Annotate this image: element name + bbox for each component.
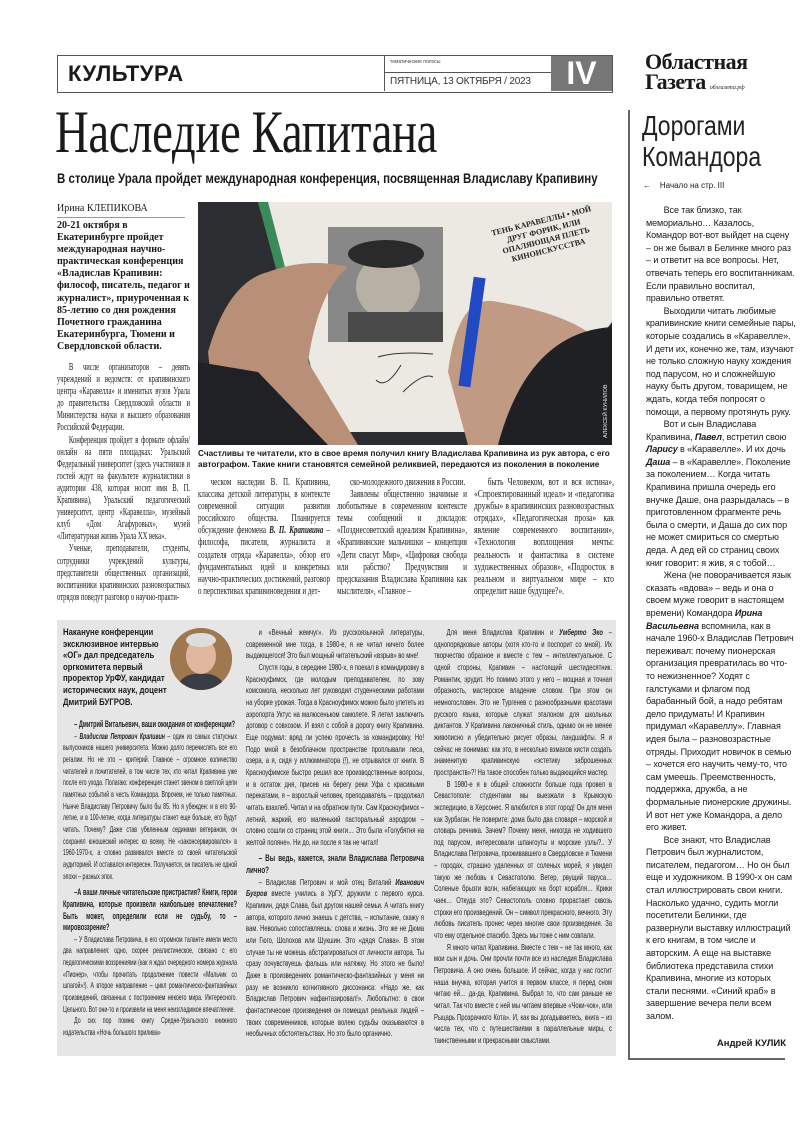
interview-question: – Дмитрий Витальевич, ваши ожидания от конференции? xyxy=(74,719,236,729)
article-column-1 xyxy=(198,477,330,598)
interview-intro: Накануне конференции эксклюзивное интервью «ОГ» дал председатель оргкомитета первый проректор УрФУ, кандидат исторических наук, доцент Дмитрий БУГРОВ. xyxy=(63,627,167,707)
emphasized-name: Умберто Эко xyxy=(559,627,603,637)
text-run: Жена (не поворачивается язык сказать «вдова» – ведь и она о своем муже говорит в настоящем времени) Командора xyxy=(646,570,791,618)
sidebar-bottom-rule xyxy=(628,1058,785,1060)
sidebar-signature: Андрей КУЛИК xyxy=(716,1038,786,1049)
sidebar-divider xyxy=(628,110,630,1060)
article-photo xyxy=(198,202,612,445)
text-run: – один из самых статусных выпускников нашего университета. Можно долго перечислять все его регалии. Но не это – критерий. Главное – огромное количество читателей и почитателей, в том числе тех, кто читал Крапивина уже после его ухода. Полагаю: конференция станет звеном в светлой цепи памятных событий в честь Командора. Впрочем, не только памятных. Нынче Владиславу Петровичу было бы 85. Но я убежден: и в его 90-летие, и в 100-летие, когда литературы станет еще больше, его будут читать. Почему? Даже став убеленным сединами ветераном, он сохранял юношеский интерес ко всему. Не «законсервировался» в 1960-1970-х, а словно развивался вместе со своей читательской аудиторией. И оставался интересен. Получается, он писатель не одной эпохи – разных эпох. xyxy=(63,730,237,881)
emphasized-name: Иванович Бугров xyxy=(246,876,424,899)
paragraph xyxy=(646,418,796,569)
header-meta xyxy=(384,56,551,91)
portrait-illustration xyxy=(170,628,232,690)
paragraph: Конференция пройдет в формате офлайн/онлайн на пяти площадках: Уральский Федеральный университет (здесь участников и гостей ждут на факультете журналистики в аудитории 438, которая носит имя В. П. Крапивина), Уральский педагогический университет, центр «Каравелла», музейный клуб «Дом Агафуровых», музей «Литературная жизнь Урала XX века». xyxy=(57,434,190,543)
interview-column-2 xyxy=(246,627,424,1040)
paragraph: До сих пор помню книгу Средне-Уральского книжного издательства «Ночь большого прилива» xyxy=(63,1015,237,1038)
logo-line2: Газета xyxy=(645,69,706,94)
section-header xyxy=(57,55,613,93)
paragraph: В числе организаторов – девять учреждений и ведомств: от крапивинского центра «Каравелла» и именитых вузов Урала до правительства Свердловской области и Министерства науки и высшего образования Российской Федерации. xyxy=(57,362,190,434)
emphasized-name: Ларису xyxy=(646,444,678,455)
article-column-left xyxy=(57,362,190,604)
paragraph: Ученые, преподаватели, студенты, сотрудники учреждений культуры, представители общественных организаций, воспитанники крапивинских разновозрастных отрядов поведут разговор о научно-практи- xyxy=(57,543,190,603)
text-run: – философа, писателя, журналиста и создателя отряда «Каравелла», обзор его фундаментальных идей и конкретных научно-практических достижений, разговор о перспективах крапивиноведения и дет- xyxy=(198,525,331,597)
paragraph: Я много читал Крапивина. Вместе с тем – не так много, как мои сын и дочь. Они прочли почти все из наследия Владислава Петровича. А оно очень большое. И сейчас, когда у нас гостит наша внучка, которая учится в первом классе, я перед сном читаю ей… да-да, Крапивина. Выбрал то, что сам раньше не читал. Так что вместе с ней мы читаем впервые «Чоки-чок», или Рыцарь Прозрачного Кота». И, как вы догадываетесь, книга – из числа тех, что с путешествиями в параллельные миры, с таинственными и прекрасными смыслами. xyxy=(434,941,612,1045)
headline: Наследие Капитана xyxy=(55,99,438,165)
text-run: – в «Каравелле». Поколение за поколением… Когда читать Крапивина пришла очередь его внучке Даше, она разрыдалась – в приготовленном фрагменте речь была о смерти, и Даша до сих пор не может смириться со смертью деда. А дед ей со страниц своих книг говорит: я жив, я с тобой… xyxy=(646,456,791,568)
arrow-left-icon: ← xyxy=(643,181,651,190)
sidebar-body xyxy=(646,204,796,1023)
paragraph: ско-молодежного движения в России. xyxy=(349,477,466,488)
interview-column-3 xyxy=(434,627,612,1047)
text-run: Вот и сын Владислава Крапивина, xyxy=(646,419,757,442)
emphasized-name: В. П. Крапивина xyxy=(269,525,324,537)
text-run: – однопорядковые авторы (хотя кто-то и поспорит со мной). Их творчество образное и вместе с тем – интеллектуальное. С одной стороны, Крапивин – настоящий шестидесятник. Романтик, эрудит. Но помимо этого у него – мощная и точная образность, мастерское владение словом. При этом он немногословен. Это не Тургенев с разнообразными красотами русского языка, которые служат эталоном для школьных диктантов. У Крапивина лаконичный стиль, однако он не менее живописно и убедительно рисует образы, ландшафты. Я и сейчас не понимаю: как это, в несколько взмахов кисти создать знаменитую крапивинскую «эстетику заброшенных пространств»?! На такое способен только выдающийся мастер. xyxy=(434,627,612,777)
interview-column-1 xyxy=(63,714,237,1039)
text-run: – xyxy=(74,730,80,741)
text-run: – Владислав Петрович и мой отец Виталий xyxy=(258,876,396,887)
paragraph xyxy=(63,731,237,883)
sidebar-title-line1: Дорогами xyxy=(642,110,746,141)
logo-domain: облгазета.рф xyxy=(709,85,745,91)
section-rubric: КУЛЬТУРА xyxy=(68,61,184,86)
sidebar-title-line2: Командора xyxy=(642,141,762,172)
book-title-text: ТЕНЬ КАРАВЕЛЛЫ • МОЙ ДРУГ ФОРИК, ИЛИ ОПАЛЯЮЩАЯ ПЛЕТЬ КИНОИСКУССТВА xyxy=(490,204,593,264)
byline: Ирина КЛЕПИКОВА xyxy=(57,203,185,218)
paragraph: – У Владислава Петровича, в его огромном таланте имели место два направления: одно, скорее реалистическое, связано с его педагогическими воззрениями (как я ждал очередного номера журнала «Пионер», чтобы прочитать продолжение повести «Мальчик со шпагой»!). А второе направление – цикл романтическо-фантазийных произведений, связанных с построением некоего мира. Интересного. Цельного. Вот они-то и произвели на меня неизгладимое впечатление. xyxy=(63,933,237,1014)
article-lead: 20-21 октября в Екатеринбурге пройдет международная научно-практическая конференция «Владислав Крапивин: философ, писатель, педагог и журналист», приуроченная к 85-летию со дня рождения Почетного гражданина Екатеринбурга, Тюмени и Свердловской области. xyxy=(57,220,190,352)
section-label: тематические полосы xyxy=(385,56,551,73)
photo-credit: АЛЕКСЕЙ КУНИЛОВ xyxy=(603,384,609,438)
text-run: вспомнила, как в начале 1960-х Владислав Петрович переживал: почему пионерская организация превратилась во что-то нежизненное? Ходят с галстуками и флагом под барабанный бой, а надо ребятам дело придумать! И Крапивин придумал «Каравеллу». Главная идея была – разновозрастные отряды. Приходит новичок в семью – хочется его научить чему-то, что сам умеешь. Преемственность, поддержка, дружба, а не формальные пионерские дружины. И вот нет уже Командора, а дело его живет. xyxy=(646,620,794,833)
paragraph xyxy=(246,877,424,1040)
emphasized-name: Даша xyxy=(646,456,671,467)
text-run: ческом наследии В. П. Крапивина, классика детской литературы, в контексте современной ситуации развития российского общества. Планируется обсуждение феномена xyxy=(198,477,330,537)
emphasized-name: Павел xyxy=(694,431,722,442)
paragraph: Все знают, что Владислав Петрович был журналистом, писателем, педагогом… Но он был еще и художником. В 1990-х он сам стал иллюстрировать свои книги. Насколько удачно, судить могли посетители Белинки, где развернули выставку иллюстраций к его книгам, в том числе и авторским. А еще на выставке библиотека представила стихи Крапивина, многие из которых стали песнями. «Синий краб» в завершение вечера пели всем залом. xyxy=(646,834,792,1021)
text-run: , встретил свою xyxy=(721,431,787,442)
paragraph: В 1980-е я в общей сложности больше года провел в Севастополе: студентами мы выезжали в Крымскую экспедицию, в Херсонес. Я влюбился в этот город! Он для меня как Зурбаган. Не поверите: дома было два словаря – морской и словарь речника. Зачем? Почему меня, никогда не ходившего под парусом, интересовали шпангоуты и морские узлы?.. У Владислава Петровича, проживавшего в Свердловске и Тюмени – городах, страшно удаленных от соленых морей, я увидел такую же любовь к Севастополю. Ветер, рвущий паруса… Соленые брызги волн, набегающих на борт корабля… Крики чаек… Откуда это? Севастополь словно прорастает сквозь строки его произведений. Он – символ прекрасного, вечного. Эту любовь писатель пронес через многие свои произведения. За что ему отдельное спасибо. Здесь мы тоже с ним совпали. xyxy=(434,778,612,941)
paragraph xyxy=(434,627,612,779)
emphasized-name: Ирина Васильевна xyxy=(646,608,763,631)
text-run: Для меня Владислав Крапивин и xyxy=(446,627,560,637)
paragraph xyxy=(198,477,330,598)
subheadline: В столице Урала пройдет международная конференция, посвященная Владиславу Крапивину xyxy=(57,170,598,186)
article-column-2 xyxy=(337,477,467,598)
paragraph: Выходили читать любимые крапивинские книги семейные пары, которые создались в «Каравелле». И дети их, конечно же, там, изучают не только сложную науку хождения под парусом, но и сложнейшую науку быть другом, товарищем, не ждать, когда тебя попросят о помощи, а первому протянуть руку. xyxy=(646,305,796,417)
paragraph xyxy=(646,569,796,833)
page-number: IV xyxy=(551,56,612,91)
paragraph: Заявлены общественно значимые и любопытные в современном контексте темы сообщений и докладов: «Позднесоветский идеализм Крапивина», «Крапивинские мальчишки – концепция «Дети спасут Мир», «Цифровая свобода или рабство? Предчувствия и предсказания Владислава Крапивина как мыслителя», «Главное – xyxy=(337,489,467,597)
text-run: в «Каравелле». И их дочь xyxy=(677,444,786,455)
paragraph: Спустя годы, в середине 1980-х, я поехал в командировку в Красноуфимск, где молодым преподавателем, по зову комсомола, несколько лет руководил студенческими работами на уборке урожая. Тогда в Красноуфимск можно было улететь из аэропорта Уктус на малюсеньком самолете. Я летел заключить договор с совхозом. И взял с собой в дорогу книгу Крапивина. Еще подумал: вряд ли успею прочесть за командировку. Но! Подо мной в безоблачном пространстве проплывали леса, озера, а я, сидя у иллюминатора (!), не отрывался от книги. В Красноуфимске быстро решил все производственные вопросы, и в остаток дня, присев на берегу реки Уфа с красивыми перекатами, я – взрослый человек, преподаватель – продолжал читать взахлеб. Читал и на обратном пути. Сам Красноуфимск – летний, жаркий, его маленький пасторальный аэродром – словно сошли со страниц этой книги… Это была «Голубятня на желтой поляне». Ни до, ни после я так не читал! xyxy=(246,661,424,847)
article-column-3 xyxy=(474,477,614,598)
interview-question: – Вы ведь, кажется, знали Владислава Петровича лично? xyxy=(246,853,424,876)
avatar xyxy=(170,628,232,690)
emphasized-name: Владислав Петрович Крапивин xyxy=(79,730,165,741)
sidebar-title xyxy=(642,110,761,172)
text-run: вместе учились в УрГУ, дружили с первого курса. Крапивин, дядя Слава, был другом нашей семьи. А читать книгу автора, которого лично знаешь с детства, – испытание, скажу я вам. Невольно сопоставляешь: слова и жизнь. Это же не Дюма или Гюго, Шолохов или Шукшин. Это «дядя Слава». В этом случае ты не можешь абстрагироваться от личности автора. Ты сразу почувствуешь фальшь или натяжку. Но этого не было! Даже в произведениях романтическо-фантазийных у меня ни разу не возникло когнитивного диссонанса: «Надо же, как Владислав Петрович нафантазировал!». Любопытно: в свои фантастические произведения он помещал реальных людей – твоих современников, которые волею судьбы оказываются в необычных обстоятельствах. Но это было органично. xyxy=(246,888,424,1039)
continued-from xyxy=(643,181,724,190)
photo-caption: Счастливы те читатели, кто в свое время получил книгу Владислава Крапивина из рук автора, с его автографом. Такие книги становятся семейной реликвией, передаются из поколения в поколение xyxy=(198,448,610,469)
paragraph: и «Вечный жемчуг». Из русскоязычной литературы, современной мне тогда, в 1980-е, я не читал ничего более выдающегося! Это был мощный читательский «взрыв» во мне! xyxy=(246,627,424,661)
interview-question: –А ваши личные читательские пристрастия? Книги, герои Крапивина, которые произвели наибольшее впечатление? Быть может, определили если не судьбу, то – мировоззрение? xyxy=(63,887,237,933)
paragraph: Все так близко, так мемориально… Казалось, Командор вот-вот выйдет на сцену – он же бывал в Белинке много раз – и ответит на все вопросы. Нет, отвечать теперь его воспитанникам. Если правильно воспитал, правильно ответят. xyxy=(646,205,795,304)
logo-line1: Областная xyxy=(645,49,748,74)
newspaper-logo xyxy=(645,49,748,94)
paragraph: быть Человеком, вот и вся истина», «Спроектированный идеал» и «педагогика дружбы» в крапивинских разновозрастных отрядах», «Педагогическая проза» как явление современного воспитания», «Технология воплощения мечты: реальность и фантастика в системе художественных образов», «Подросток в реальном и виртуальном мире – кто определит наше будущее?». xyxy=(474,477,614,597)
continued-label: Начало на стр. III xyxy=(659,181,725,190)
issue-date: ПЯТНИЦА, 13 ОКТЯБРЯ / 2023 xyxy=(390,76,531,87)
